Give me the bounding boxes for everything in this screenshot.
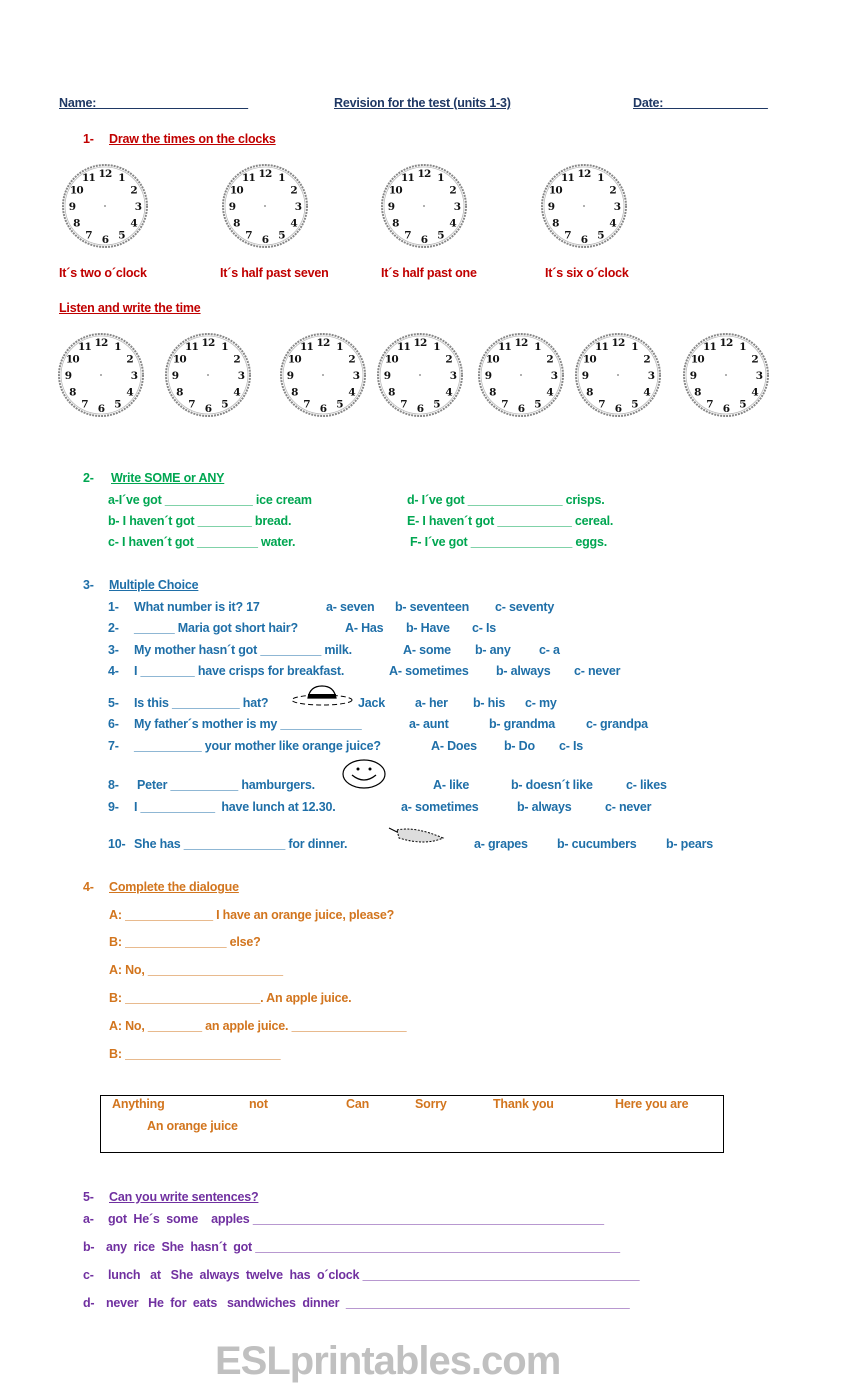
- svg-text:2: 2: [233, 353, 240, 366]
- svg-text:2: 2: [609, 184, 616, 197]
- svg-text:7: 7: [564, 229, 571, 242]
- svg-text:10: 10: [690, 353, 704, 366]
- question-number: 5-: [108, 696, 119, 710]
- svg-text:6: 6: [204, 402, 212, 415]
- question-text: I ________ have crisps for breakfast.: [134, 664, 345, 678]
- svg-text:1: 1: [433, 341, 440, 354]
- svg-text:4: 4: [126, 386, 133, 399]
- svg-text:7: 7: [501, 398, 508, 411]
- svg-text:2: 2: [290, 184, 297, 197]
- svg-text:6: 6: [580, 233, 588, 246]
- svg-text:12: 12: [316, 336, 330, 349]
- dialogue-line: B: ____________________. An apple juice.: [109, 991, 352, 1005]
- svg-text:3: 3: [613, 200, 621, 213]
- svg-text:3: 3: [237, 369, 245, 382]
- question-text: __________ your mother like orange juice?: [134, 739, 381, 753]
- listen-heading: Listen and write the time: [59, 301, 201, 315]
- word-box-item: Thank you: [493, 1097, 554, 1111]
- svg-text:8: 8: [489, 386, 496, 399]
- svg-text:6: 6: [614, 402, 622, 415]
- exercise-line: E- I haven´t got ___________ cereal.: [407, 514, 614, 528]
- svg-text:6: 6: [261, 233, 269, 246]
- watermark: ESLprintables.com: [215, 1339, 561, 1383]
- section-3-heading: Multiple Choice: [109, 578, 199, 592]
- answer-option: a- sometimes: [401, 800, 479, 814]
- svg-text:9: 9: [64, 369, 72, 382]
- svg-text:9: 9: [387, 200, 395, 213]
- svg-text:1: 1: [631, 341, 638, 354]
- question-text: What number is it? 17: [134, 600, 260, 614]
- svg-text:4: 4: [609, 217, 616, 230]
- grapes-icon: [385, 824, 447, 846]
- exercise-line: d- I´ve got ______________ crisps.: [407, 493, 605, 507]
- svg-text:3: 3: [449, 369, 457, 382]
- answer-option: c- a: [539, 643, 560, 657]
- svg-text:9: 9: [547, 200, 555, 213]
- answer-option: A- Has: [345, 621, 384, 635]
- svg-text:12: 12: [258, 167, 272, 180]
- svg-text:5: 5: [631, 398, 638, 411]
- svg-text:3: 3: [755, 369, 763, 382]
- svg-text:1: 1: [221, 341, 228, 354]
- svg-text:2: 2: [348, 353, 355, 366]
- svg-text:5: 5: [114, 398, 121, 411]
- section-2-number: 2-: [83, 471, 94, 485]
- multiple-choice-item: [108, 738, 619, 754]
- answer-option: c- never: [605, 800, 652, 814]
- clock-face-icon: [60, 161, 150, 251]
- clock-face-icon: [539, 161, 629, 251]
- svg-text:11: 11: [299, 341, 314, 354]
- svg-text:5: 5: [534, 398, 541, 411]
- section-1-heading: Draw the times on the clocks: [109, 132, 276, 146]
- smiley-icon: [341, 758, 389, 790]
- svg-text:12: 12: [577, 167, 591, 180]
- svg-text:11: 11: [396, 341, 411, 354]
- question-text: I ___________ have lunch at 12.30.: [134, 800, 336, 814]
- svg-text:1: 1: [534, 341, 541, 354]
- svg-text:12: 12: [514, 336, 528, 349]
- clock-face-icon: [379, 161, 469, 251]
- sentence-label: a-: [83, 1212, 94, 1226]
- svg-text:5: 5: [437, 229, 444, 242]
- svg-text:8: 8: [233, 217, 240, 230]
- svg-text:3: 3: [130, 369, 138, 382]
- svg-text:7: 7: [85, 229, 92, 242]
- svg-text:2: 2: [445, 353, 452, 366]
- multiple-choice-item: [108, 799, 665, 815]
- svg-text:3: 3: [134, 200, 142, 213]
- svg-text:1: 1: [114, 341, 121, 354]
- svg-text:3: 3: [550, 369, 558, 382]
- answer-option: c- Is: [559, 739, 584, 753]
- answer-option: a- her: [415, 696, 448, 710]
- svg-text:11: 11: [184, 341, 199, 354]
- question-text: My mother hasn´t got _________ milk.: [134, 643, 352, 657]
- svg-text:5: 5: [739, 398, 746, 411]
- svg-text:8: 8: [73, 217, 80, 230]
- svg-text:2: 2: [126, 353, 133, 366]
- svg-text:10: 10: [582, 353, 596, 366]
- answer-option: c- grandpa: [586, 717, 648, 731]
- dialogue-line: A: No, ________ an apple juice. _________________: [109, 1019, 407, 1033]
- svg-text:12: 12: [94, 336, 108, 349]
- svg-text:9: 9: [228, 200, 236, 213]
- svg-text:10: 10: [69, 184, 83, 197]
- answer-option: b- any: [475, 643, 511, 657]
- svg-text:5: 5: [278, 229, 285, 242]
- svg-text:12: 12: [413, 336, 427, 349]
- clock-face-icon: [220, 161, 310, 251]
- svg-text:12: 12: [611, 336, 625, 349]
- answer-option: b- grandma: [489, 717, 556, 731]
- question-number: 2-: [108, 621, 119, 635]
- svg-text:11: 11: [702, 341, 717, 354]
- svg-text:11: 11: [400, 172, 415, 185]
- answer-option: c- seventy: [495, 600, 555, 614]
- svg-text:7: 7: [598, 398, 605, 411]
- section-5-heading: Can you write sentences?: [109, 1190, 259, 1204]
- svg-text:6: 6: [416, 402, 424, 415]
- svg-text:10: 10: [388, 184, 402, 197]
- svg-text:8: 8: [586, 386, 593, 399]
- svg-text:6: 6: [97, 402, 105, 415]
- answer-option: b- seventeen: [395, 600, 470, 614]
- sentence-line: lunch at She always twelve has o´clock _________________________________________: [108, 1268, 640, 1282]
- svg-text:10: 10: [548, 184, 562, 197]
- exercise-line: F- I´ve got _______________ eggs.: [410, 535, 607, 549]
- svg-text:4: 4: [130, 217, 137, 230]
- clock-face-icon: [476, 330, 566, 420]
- svg-text:6: 6: [319, 402, 327, 415]
- multiple-choice-item: [108, 663, 634, 679]
- svg-text:2: 2: [130, 184, 137, 197]
- clock-face-icon: [681, 330, 771, 420]
- sentence-label: b-: [83, 1240, 95, 1254]
- section-1-number: 1-: [83, 132, 94, 146]
- clock-face-icon: [375, 330, 465, 420]
- svg-text:4: 4: [643, 386, 650, 399]
- svg-text:11: 11: [560, 172, 575, 185]
- word-box-item: Here you are: [615, 1097, 689, 1111]
- date-field-label: Date: _______________: [633, 96, 768, 110]
- clock-face-icon: [56, 330, 146, 420]
- question-text: Peter __________ hamburgers.: [137, 778, 315, 792]
- svg-text:8: 8: [552, 217, 559, 230]
- svg-text:5: 5: [336, 398, 343, 411]
- svg-text:2: 2: [546, 353, 553, 366]
- svg-text:9: 9: [581, 369, 589, 382]
- answer-option: c- my: [525, 696, 557, 710]
- svg-text:7: 7: [303, 398, 310, 411]
- svg-text:4: 4: [751, 386, 758, 399]
- svg-text:6: 6: [517, 402, 525, 415]
- clock-face-icon: [163, 330, 253, 420]
- svg-text:10: 10: [172, 353, 186, 366]
- svg-text:9: 9: [383, 369, 391, 382]
- exercise-line: b- I haven´t got ________ bread.: [108, 514, 292, 528]
- dialogue-line: A: No, ____________________: [109, 963, 283, 977]
- hat-icon: [290, 684, 354, 710]
- answer-option: a- grapes: [474, 837, 528, 851]
- svg-text:12: 12: [719, 336, 733, 349]
- svg-text:11: 11: [497, 341, 512, 354]
- clock-caption: It´s two o´clock: [59, 266, 147, 280]
- svg-text:6: 6: [420, 233, 428, 246]
- svg-text:5: 5: [597, 229, 604, 242]
- svg-text:9: 9: [484, 369, 492, 382]
- svg-text:3: 3: [294, 200, 302, 213]
- svg-text:1: 1: [278, 172, 285, 185]
- svg-text:1: 1: [437, 172, 444, 185]
- svg-text:10: 10: [65, 353, 79, 366]
- svg-text:10: 10: [287, 353, 301, 366]
- answer-option: b- his: [473, 696, 506, 710]
- svg-text:8: 8: [388, 386, 395, 399]
- svg-text:2: 2: [643, 353, 650, 366]
- word-box-item: An orange juice: [147, 1119, 238, 1133]
- section-2-heading: Write SOME or ANY: [111, 471, 225, 485]
- question-number: 1-: [108, 600, 119, 614]
- svg-text:1: 1: [336, 341, 343, 354]
- svg-text:7: 7: [404, 229, 411, 242]
- sentence-label: c-: [83, 1268, 94, 1282]
- svg-text:4: 4: [348, 386, 355, 399]
- word-box-item: not: [249, 1097, 268, 1111]
- multiple-choice-item: [108, 716, 656, 732]
- svg-text:12: 12: [417, 167, 431, 180]
- question-text-suffix: Jack: [358, 696, 386, 710]
- svg-text:3: 3: [453, 200, 461, 213]
- svg-text:11: 11: [81, 172, 96, 185]
- multiple-choice-item: [108, 642, 599, 658]
- question-text: She has _______________ for dinner.: [134, 837, 348, 851]
- clock-caption: It´s six o´clock: [545, 266, 629, 280]
- question-number: 4-: [108, 664, 119, 678]
- svg-text:6: 6: [101, 233, 109, 246]
- answer-option: a- seven: [326, 600, 375, 614]
- svg-text:7: 7: [400, 398, 407, 411]
- word-box-item: Anything: [112, 1097, 165, 1111]
- svg-text:11: 11: [77, 341, 92, 354]
- svg-text:8: 8: [291, 386, 298, 399]
- name-field-label: Name: ______________________: [59, 96, 249, 110]
- svg-text:5: 5: [118, 229, 125, 242]
- answer-option: a- aunt: [409, 717, 449, 731]
- svg-text:3: 3: [352, 369, 360, 382]
- svg-text:2: 2: [751, 353, 758, 366]
- answer-option: A- like: [433, 778, 470, 792]
- svg-text:9: 9: [286, 369, 294, 382]
- answer-option: b- Have: [406, 621, 450, 635]
- svg-text:3: 3: [647, 369, 655, 382]
- worksheet-title: Revision for the test (units 1-3): [334, 96, 511, 110]
- exercise-line: a-I´ve got _____________ ice cream: [108, 493, 312, 507]
- svg-text:10: 10: [384, 353, 398, 366]
- answer-option: b- doesn´t like: [511, 778, 593, 792]
- svg-text:7: 7: [706, 398, 713, 411]
- word-box-item: Can: [346, 1097, 370, 1111]
- answer-option: c- likes: [626, 778, 667, 792]
- answer-option: b- always: [496, 664, 551, 678]
- dialogue-line: A: _____________ I have an orange juice, please?: [109, 908, 395, 922]
- svg-text:7: 7: [245, 229, 252, 242]
- answer-option: b- pears: [666, 837, 714, 851]
- exercise-line: c- I haven´t got _________ water.: [108, 535, 296, 549]
- svg-text:11: 11: [241, 172, 256, 185]
- svg-text:10: 10: [229, 184, 243, 197]
- clock-face-icon: [278, 330, 368, 420]
- svg-text:1: 1: [597, 172, 604, 185]
- question-number: 8-: [108, 778, 119, 792]
- question-number: 7-: [108, 739, 119, 753]
- question-number: 10-: [108, 837, 126, 851]
- question-text: Is this __________ hat?: [134, 696, 269, 710]
- svg-text:8: 8: [176, 386, 183, 399]
- svg-text:9: 9: [171, 369, 179, 382]
- answer-option: c- never: [574, 664, 621, 678]
- answer-option: A- some: [403, 643, 451, 657]
- clock-face-icon: [573, 330, 663, 420]
- svg-text:4: 4: [449, 217, 456, 230]
- question-text: ______ Maria got short hair?: [134, 621, 298, 635]
- section-4-number: 4-: [83, 880, 94, 894]
- answer-option: A- sometimes: [389, 664, 469, 678]
- svg-text:7: 7: [188, 398, 195, 411]
- answer-option: b- Do: [504, 739, 535, 753]
- section-5-number: 5-: [83, 1190, 94, 1204]
- section-3-number: 3-: [83, 578, 94, 592]
- multiple-choice-item: [108, 777, 686, 793]
- answer-option: c- Is: [472, 621, 497, 635]
- question-number: 3-: [108, 643, 119, 657]
- svg-text:7: 7: [81, 398, 88, 411]
- multiple-choice-item: [108, 620, 532, 636]
- sentence-line: got He´s some apples ____________________________________________________: [108, 1212, 604, 1226]
- sentence-line: any rice She hasn´t got ______________________________________________________: [106, 1240, 620, 1254]
- question-number: 9-: [108, 800, 119, 814]
- clock-caption: It´s half past one: [381, 266, 477, 280]
- svg-text:5: 5: [221, 398, 228, 411]
- dialogue-line: B: _______________________: [109, 1047, 281, 1061]
- question-number: 6-: [108, 717, 119, 731]
- answer-option: b- cucumbers: [557, 837, 637, 851]
- svg-text:8: 8: [69, 386, 76, 399]
- svg-text:5: 5: [433, 398, 440, 411]
- answer-option: A- Does: [431, 739, 477, 753]
- section-4-heading: Complete the dialogue: [109, 880, 239, 894]
- sentence-line: never He for eats sandwiches dinner __________________________________________: [106, 1296, 630, 1310]
- answer-option: b- always: [517, 800, 572, 814]
- clock-caption: It´s half past seven: [220, 266, 329, 280]
- svg-text:4: 4: [546, 386, 553, 399]
- multiple-choice-item: [108, 599, 562, 615]
- svg-text:10: 10: [485, 353, 499, 366]
- question-text: My father´s mother is my ____________: [134, 717, 362, 731]
- svg-text:6: 6: [722, 402, 730, 415]
- svg-text:1: 1: [118, 172, 125, 185]
- word-box-item: Sorry: [415, 1097, 447, 1111]
- svg-text:2: 2: [449, 184, 456, 197]
- svg-text:4: 4: [445, 386, 452, 399]
- svg-text:12: 12: [201, 336, 215, 349]
- dialogue-line: B: _______________ else?: [109, 935, 261, 949]
- svg-text:11: 11: [594, 341, 609, 354]
- sentence-label: d-: [83, 1296, 95, 1310]
- svg-text:9: 9: [68, 200, 76, 213]
- svg-text:8: 8: [694, 386, 701, 399]
- svg-text:12: 12: [98, 167, 112, 180]
- svg-text:8: 8: [392, 217, 399, 230]
- svg-text:4: 4: [233, 386, 240, 399]
- svg-text:1: 1: [739, 341, 746, 354]
- svg-text:9: 9: [689, 369, 697, 382]
- svg-text:4: 4: [290, 217, 297, 230]
